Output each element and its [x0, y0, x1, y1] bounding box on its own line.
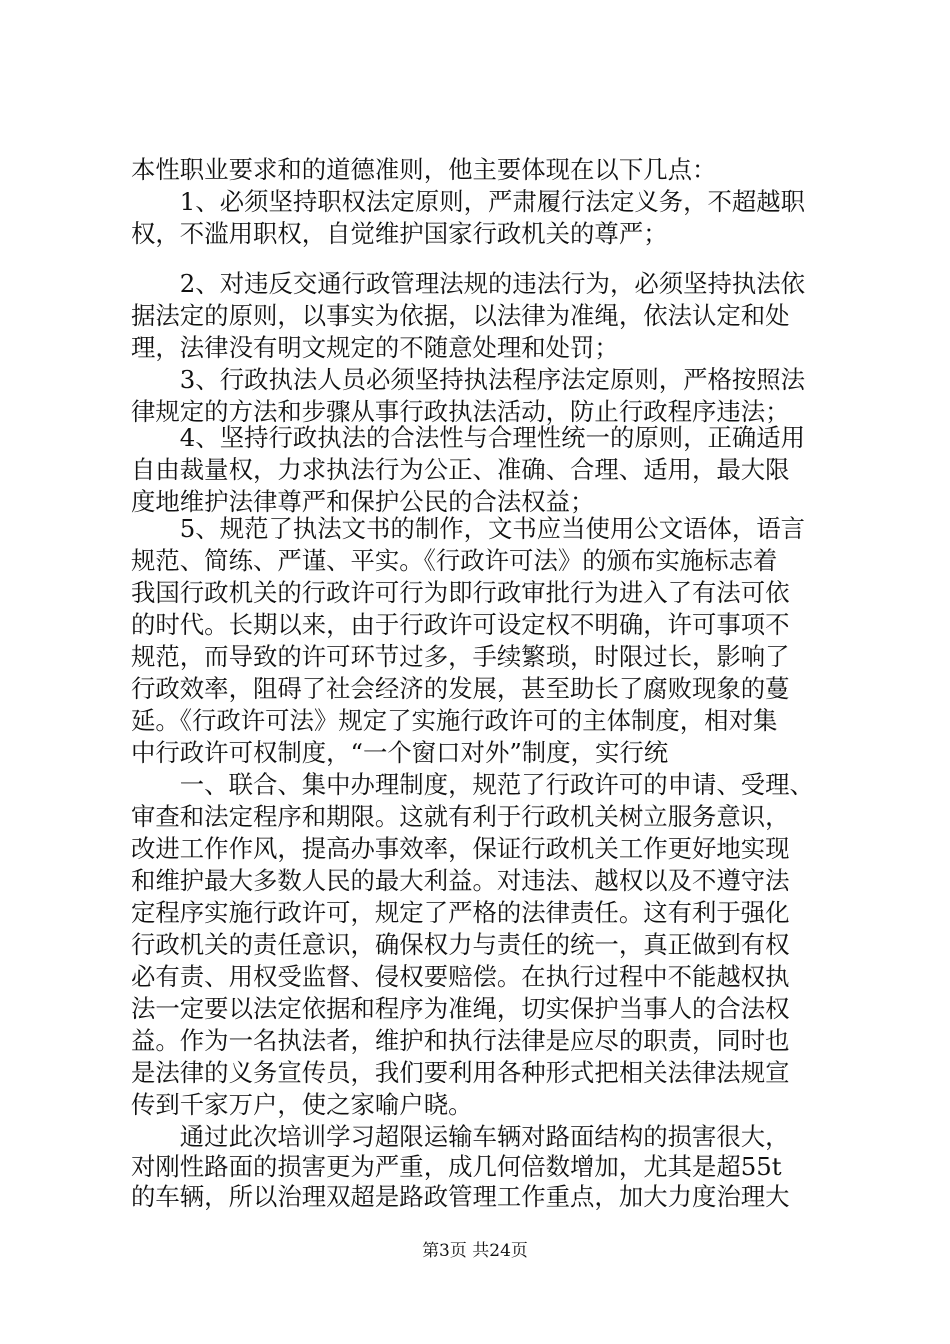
text-line: 的车辆，所以治理双超是路政管理工作重点，加大力度治理大	[131, 1182, 790, 1211]
text-line: 自由裁量权，力求执法行为公正、准确、合理、适用，最大限	[131, 455, 790, 484]
text-line: 审查和法定程序和期限。这就有利于行政机关树立服务意识，	[131, 802, 790, 831]
text-line: 的时代。长期以来，由于行政许可设定权不明确，许可事项不	[131, 610, 790, 639]
text-line: 1、必须坚持职权法定原则，严肃履行法定义务，不超越职	[131, 187, 806, 216]
text-line: 我国行政机关的行政许可行为即行政审批行为进入了有法可依	[131, 578, 790, 607]
text-line: 权，不滥用职权，自觉维护国家行政机关的尊严；	[131, 219, 668, 248]
text-line: 改进工作作风，提高办事效率，保证行政机关工作更好地实现	[131, 834, 790, 863]
text-line: 度地维护法律尊严和保护公民的合法权益；	[131, 487, 595, 516]
text-line: 通过此次培训学习超限运输车辆对路面结构的损害很大，	[131, 1122, 790, 1151]
text-line: 行政效率，阻碍了社会经济的发展，甚至助长了腐败现象的蔓	[131, 674, 790, 703]
text-line: 律规定的方法和步骤从事行政执法活动，防止行政程序违法；	[131, 397, 790, 426]
text-line: 对刚性路面的损害更为严重，成几何倍数增加，尤其是超55t	[131, 1152, 782, 1181]
text-line: 本性职业要求和的道德准则，他主要体现在以下几点：	[131, 155, 717, 184]
text-line: 定程序实施行政许可，规定了严格的法律责任。这有利于强化	[131, 898, 790, 927]
text-line: 据法定的原则，以事实为依据，以法律为准绳，依法认定和处	[131, 301, 790, 330]
text-line: 2、对违反交通行政管理法规的违法行为，必须坚持执法依	[131, 269, 806, 298]
text-line: 中行政许可权制度，“一个窗口对外”制度，实行统	[131, 738, 669, 767]
text-line: 必有责、用权受监督、侵权要赔偿。在执行过程中不能越权执	[131, 962, 790, 991]
text-line: 4、坚持行政执法的合法性与合理性统一的原则，正确适用	[131, 423, 806, 452]
text-line: 5、规范了执法文书的制作，文书应当使用公文语体，语言	[131, 514, 806, 543]
text-line: 延。《行政许可法》规定了实施行政许可的主体制度，相对集	[131, 706, 778, 735]
page-number: 第3页 共24页	[422, 1241, 528, 1261]
text-line: 益。作为一名执法者，维护和执行法律是应尽的职责，同时也	[131, 1026, 790, 1055]
text-line: 传到千家万户，使之家喻户晓。	[131, 1090, 473, 1119]
text-line: 一、联合、集中办理制度，规范了行政许可的申请、受理、	[131, 770, 814, 799]
text-line: 是法律的义务宣传员，我们要利用各种形式把相关法律法规宣	[131, 1058, 790, 1087]
text-line: 规范，而导致的许可环节过多，手续繁琐，时限过长，影响了	[131, 642, 790, 671]
text-line: 和维护最大多数人民的最大利益。对违法、越权以及不遵守法	[131, 866, 790, 895]
text-line: 法一定要以法定依据和程序为准绳，切实保护当事人的合法权	[131, 994, 790, 1023]
text-line: 3、行政执法人员必须坚持执法程序法定原则，严格按照法	[131, 365, 806, 394]
text-line: 行政机关的责任意识，确保权力与责任的统一，真正做到有权	[131, 930, 790, 959]
text-line: 规范、简练、严谨、平实。《行政许可法》的颁布实施标志着	[131, 546, 778, 575]
text-line: 理，法律没有明文规定的不随意处理和处罚；	[131, 333, 619, 362]
